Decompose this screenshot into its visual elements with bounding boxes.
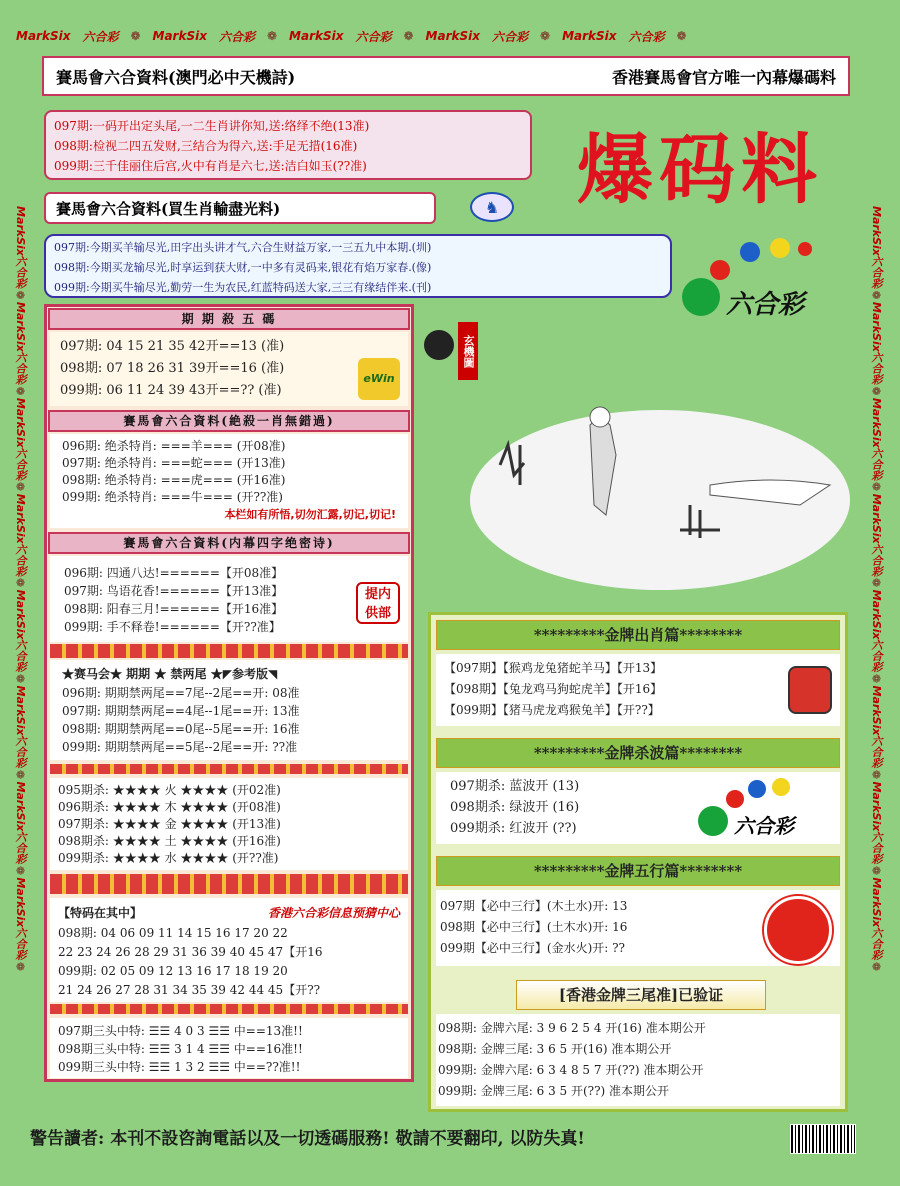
kill-zodiac-row: 099期: 绝杀特肖: ===牛=== (开??准) bbox=[62, 490, 283, 504]
fist-money-icon bbox=[788, 666, 832, 714]
brand-cn-text: 六合彩 bbox=[14, 735, 27, 769]
gold-tail-title: [香港金牌三尾准]已验证 bbox=[516, 980, 766, 1010]
flower-icon: ❁ bbox=[870, 864, 883, 878]
zodiac-row: 099期:今期买牛输尽光,勤劳一生为农民,红蓝特码送大家,三三有缘结伴来.(刊) bbox=[54, 281, 432, 294]
xuanji-label: 玄機圖 bbox=[458, 322, 478, 380]
tail-forbid-box bbox=[50, 660, 408, 760]
brand-cn-text: 六合彩 bbox=[355, 29, 392, 44]
gold-tail-row: 099期: 金牌六尾: 6 3 4 8 5 7 开(??) 准本期公开 bbox=[438, 1063, 704, 1077]
flower-icon: ❁ bbox=[130, 29, 141, 43]
zodiac-row: 098期:今期买龙输尽光,时享运到获大财,一中多有灵码来,银花有焰万家春.(像) bbox=[54, 261, 432, 274]
header-title-left: 賽馬會六合資料(澳門必中天機詩) bbox=[56, 67, 296, 87]
gold-five-box bbox=[436, 890, 840, 966]
brand-cn-text: 六合彩 bbox=[870, 256, 883, 290]
three-head-box bbox=[50, 1018, 408, 1078]
special-row: 22 23 24 26 28 29 31 36 39 40 45 47【开16 bbox=[58, 945, 323, 959]
stars-row: 095期杀: ★★★★ 火 ★★★★ (开02准) bbox=[58, 783, 281, 797]
flower-icon: ❁ bbox=[870, 481, 883, 495]
four-char-row: 097期: 鸟语花香!======【开13准】 bbox=[64, 584, 284, 598]
flower-icon: ❁ bbox=[870, 672, 883, 686]
flower-icon: ❁ bbox=[14, 481, 27, 495]
brand-en-text: MarkSix bbox=[870, 398, 883, 449]
tail-forbid-header: ★赛马会★ 期期 ★ 禁两尾 ★◤参考版◥ bbox=[62, 667, 278, 681]
flower-icon: ❁ bbox=[14, 864, 27, 878]
barcode-icon bbox=[790, 1124, 856, 1154]
ball-icon bbox=[772, 778, 790, 796]
brand-en-text: MarkSix bbox=[870, 877, 883, 928]
special-row: 098期: 04 06 09 11 14 15 16 17 20 22 bbox=[58, 926, 288, 940]
gold-wave-row: 097期杀: 蓝波开 (13) bbox=[450, 779, 580, 794]
decor-band bbox=[50, 764, 408, 774]
brand-en-text: MarkSix bbox=[870, 206, 883, 257]
poem-row: 097期:一码开出定头尾,一二生肖讲你知,送:络绎不绝(13准) bbox=[54, 119, 370, 133]
tail-forbid-row: 096期: 期期禁两尾==7尾--2尾==开: 08准 bbox=[62, 686, 300, 700]
gold-wave-row: 098期杀: 绿波开 (16) bbox=[450, 800, 580, 815]
brand-en-text: MarkSix bbox=[14, 590, 27, 640]
gold-tail-row: 098期: 金牌三尾: 3 6 5 开(16) 准本期公开 bbox=[438, 1042, 672, 1056]
gold-wave-row: 099期杀: 红波开 (??) bbox=[450, 821, 577, 836]
gold-tail-row: 098期: 金牌六尾: 3 9 6 2 5 4 开(16) 准本期公开 bbox=[438, 1021, 706, 1035]
kill-five-row: 099期: 06 11 24 39 43开==?? (准) bbox=[60, 383, 282, 398]
four-char-row: 096期: 四通八达!======【开08准】 bbox=[64, 566, 284, 580]
brand-cn-text: 六合彩 bbox=[14, 256, 27, 290]
kill-zodiac-note: 本栏如有所悟,切勿汇露,切记,切记! bbox=[224, 508, 396, 521]
special-center: 香港六合彩信息预猜中心 bbox=[267, 906, 400, 920]
kill-zodiac-row: 097期: 绝杀特肖: ===蛇=== (开13准) bbox=[62, 456, 286, 470]
brand-cn-text: 六合彩 bbox=[870, 639, 883, 673]
brand-en-text: MarkSix bbox=[14, 302, 27, 353]
brand-cn-text: 六合彩 bbox=[82, 29, 119, 44]
brand-en-text: MarkSix bbox=[870, 590, 883, 640]
gold-zodiac-row: 【099期】【猪马虎龙鸡猴兔羊】【开??】 bbox=[444, 703, 660, 717]
kill-zodiac-box bbox=[50, 434, 408, 528]
sub-header-title: 賽馬會六合資料(買生肖輸盡光料) bbox=[56, 199, 281, 218]
four-char-row: 099期: 手不释卷!======【开??准】 bbox=[64, 620, 281, 634]
gold-zodiac-title: *********金牌出肖篇******** bbox=[436, 620, 840, 650]
top-brand-strip bbox=[10, 26, 890, 46]
horse-logo-icon: ♞ bbox=[470, 192, 514, 222]
brand-cn-text: 六合彩 bbox=[14, 639, 27, 673]
gold-zodiac-box bbox=[436, 654, 840, 726]
kill-five-row: 098期: 07 18 26 31 39开==16 (准) bbox=[60, 361, 285, 376]
logo-mark: 六合彩 bbox=[734, 814, 794, 838]
warning-text: 警告讀者: 本刊不設咨詢電話以及一切透碼服務! 敬請不要翻印, 以防失真! bbox=[30, 1129, 585, 1149]
decor-band bbox=[50, 1004, 408, 1014]
flower-icon: ❁ bbox=[14, 289, 27, 303]
three-head-row: 099期三头中特: ☰☰ 1 3 2 ☰☰ 中==??准!! bbox=[58, 1060, 301, 1074]
stars-row: 098期杀: ★★★★ 土 ★★★★ (开16准) bbox=[58, 834, 281, 848]
gold-tail-box bbox=[436, 1014, 840, 1106]
brand-en-text: MarkSix bbox=[562, 29, 617, 43]
gold-five-row: 097期【必中三行】(木土水)开: 13 bbox=[440, 899, 628, 913]
flower-icon: ❁ bbox=[14, 768, 27, 782]
tail-forbid-row: 099期: 期期禁两尾==5尾--2尾==开: ??准 bbox=[62, 740, 298, 754]
four-char-box bbox=[50, 556, 408, 642]
decor-band bbox=[50, 874, 408, 894]
brand-cn-text: 六合彩 bbox=[870, 544, 883, 577]
brand-cn-text: 六合彩 bbox=[14, 352, 27, 386]
kill-five-title: 期 期 殺 五 碼 bbox=[48, 308, 410, 330]
ball-icon bbox=[710, 260, 730, 280]
zodiac-box bbox=[44, 234, 672, 298]
internal-stamp: 提内供部 bbox=[356, 582, 400, 624]
flower-icon: ❁ bbox=[676, 29, 687, 43]
ball-icon bbox=[770, 238, 790, 258]
gold-five-row: 098期【必中三行】(土木水)开: 16 bbox=[440, 920, 628, 934]
gold-zodiac-row: 【098期】【兔龙鸡马狗蛇虎羊】【开16】 bbox=[444, 682, 663, 696]
brand-en-text: MarkSix bbox=[152, 29, 207, 43]
brand-en-text: MarkSix bbox=[870, 685, 883, 736]
gold-five-title: *********金牌五行篇******** bbox=[436, 856, 840, 886]
brand-cn-text: 六合彩 bbox=[14, 544, 27, 577]
brand-en-text: MarkSix bbox=[425, 29, 480, 43]
brand-cn-text: 六合彩 bbox=[14, 927, 27, 961]
logo-mark: 六合彩 bbox=[726, 290, 805, 320]
three-head-row: 098期三头中特: ☰☰ 3 1 4 ☰☰ 中==16准!! bbox=[58, 1042, 303, 1056]
flower-icon: ❁ bbox=[14, 385, 27, 399]
special-row: 21 24 26 27 28 31 34 35 39 42 44 45【开?? bbox=[58, 983, 321, 997]
brand-en-text: MarkSix bbox=[289, 29, 344, 43]
right-brand-strip bbox=[862, 60, 884, 1120]
kill-five-row: 097期: 04 15 21 35 42开==13 (准) bbox=[60, 339, 285, 354]
ewin-logo-icon: eWin bbox=[358, 358, 400, 400]
brand-cn-text: 六合彩 bbox=[628, 29, 665, 44]
brand-cn-text: 六合彩 bbox=[218, 29, 255, 44]
brand-cn-text: 六合彩 bbox=[14, 831, 27, 865]
flower-icon: ❁ bbox=[870, 768, 883, 782]
bauhinia-emblem-icon bbox=[764, 896, 832, 964]
ball-icon bbox=[726, 790, 744, 808]
ball-icon bbox=[682, 278, 720, 316]
kill-zodiac-row: 098期: 绝杀特肖: ===虎=== (开16准) bbox=[62, 473, 286, 487]
brand-cn-text: 六合彩 bbox=[870, 448, 883, 482]
brand-cn-text: 六合彩 bbox=[14, 448, 27, 482]
four-char-title: 賽馬會六合資料(内幕四字绝密诗) bbox=[48, 532, 410, 554]
stars-row: 099期杀: ★★★★ 水 ★★★★ (开??准) bbox=[58, 851, 279, 865]
special-label: 【特码在其中】 bbox=[58, 906, 143, 920]
brand-en-text: MarkSix bbox=[870, 781, 883, 832]
brand-en-text: MarkSix bbox=[14, 781, 27, 832]
xuanji-illustration bbox=[460, 385, 860, 595]
brand-en-text: MarkSix bbox=[870, 302, 883, 353]
flower-icon: ❁ bbox=[870, 385, 883, 399]
special-row: 099期: 02 05 09 12 13 16 17 18 19 20 bbox=[58, 964, 288, 978]
flower-icon: ❁ bbox=[403, 29, 414, 43]
brand-cn-text: 六合彩 bbox=[491, 29, 528, 44]
special-box bbox=[50, 898, 408, 1002]
tail-forbid-row: 097期: 期期禁两尾==4尾--1尾==开: 13准 bbox=[62, 704, 300, 718]
flower-icon: ❁ bbox=[870, 960, 883, 974]
poem-box bbox=[44, 110, 532, 180]
brand-en-text: MarkSix bbox=[870, 494, 883, 544]
header-bar bbox=[42, 56, 850, 96]
ball-icon bbox=[798, 242, 812, 256]
brand-en-text: MarkSix bbox=[14, 877, 27, 928]
three-head-row: 097期三头中特: ☰☰ 4 0 3 ☰☰ 中==13准!! bbox=[58, 1024, 303, 1038]
brand-cn-text: 六合彩 bbox=[870, 735, 883, 769]
brand-en-text: MarkSix bbox=[14, 494, 27, 544]
flower-icon: ❁ bbox=[14, 960, 27, 974]
lottery-balls-logo bbox=[680, 230, 860, 330]
gold-five-row: 099期【必中三行】(金水火)开: ?? bbox=[440, 941, 625, 955]
brand-cn-text: 六合彩 bbox=[870, 352, 883, 386]
flower-icon: ❁ bbox=[14, 577, 27, 590]
left-brand-strip bbox=[6, 60, 28, 1120]
ball-icon bbox=[748, 780, 766, 798]
kill-zodiac-row: 096期: 绝杀特肖: ===羊=== (开08准) bbox=[62, 439, 286, 453]
kill-zodiac-title: 賽馬會六合資料(絶殺一肖無錯過) bbox=[48, 410, 410, 432]
brand-en-text: MarkSix bbox=[14, 398, 27, 449]
brand-en-text: MarkSix bbox=[14, 685, 27, 736]
stars-box bbox=[50, 778, 408, 870]
tail-forbid-row: 098期: 期期禁两尾==0尾--5尾==开: 16准 bbox=[62, 722, 300, 736]
zodiac-row: 097期:今期买羊输尽光,田字出头讲才气,六合生财益万家,一三五九中本期.(圳) bbox=[54, 241, 432, 254]
flower-icon: ❁ bbox=[14, 672, 27, 686]
gold-tail-row: 099期: 金牌三尾: 6 3 5 开(??) 准本期公开 bbox=[438, 1084, 670, 1098]
ball-icon bbox=[698, 806, 728, 836]
four-char-row: 098期: 阳春三月!======【开16准】 bbox=[64, 602, 284, 616]
brand-cn-text: 六合彩 bbox=[870, 927, 883, 961]
decor-band bbox=[50, 644, 408, 658]
gold-wave-title: *********金牌杀波篇******** bbox=[436, 738, 840, 768]
brand-en-text: MarkSix bbox=[16, 29, 71, 43]
fist-icon bbox=[424, 330, 454, 360]
kill-five-box bbox=[50, 332, 408, 406]
header-title-right: 香港賽馬會官方唯一內幕爆碼料 bbox=[611, 67, 836, 87]
poem-row: 098期:检视二四五发财,三结合为得六,送:手足无措(16准) bbox=[54, 139, 358, 153]
big-title: 爆码料 bbox=[577, 125, 823, 214]
brand-cn-text: 六合彩 bbox=[870, 831, 883, 865]
brand-en-text: MarkSix bbox=[14, 206, 27, 257]
gold-zodiac-row: 【097期】【猴鸡龙兔猪蛇羊马】【开13】 bbox=[444, 661, 663, 675]
flower-icon: ❁ bbox=[870, 577, 883, 590]
flower-icon: ❁ bbox=[870, 289, 883, 303]
stars-row: 097期杀: ★★★★ 金 ★★★★ (开13准) bbox=[58, 817, 281, 831]
sub-header bbox=[44, 192, 436, 224]
stars-row: 096期杀: ★★★★ 木 ★★★★ (开08准) bbox=[58, 800, 281, 814]
flower-icon: ❁ bbox=[266, 29, 278, 43]
gold-wave-box bbox=[436, 772, 840, 844]
poem-row: 099期:三千佳丽住后宫,火中有肖是六七,送:洁白如玉(??准) bbox=[54, 159, 367, 173]
flower-icon: ❁ bbox=[540, 29, 551, 43]
ball-icon bbox=[740, 242, 760, 262]
